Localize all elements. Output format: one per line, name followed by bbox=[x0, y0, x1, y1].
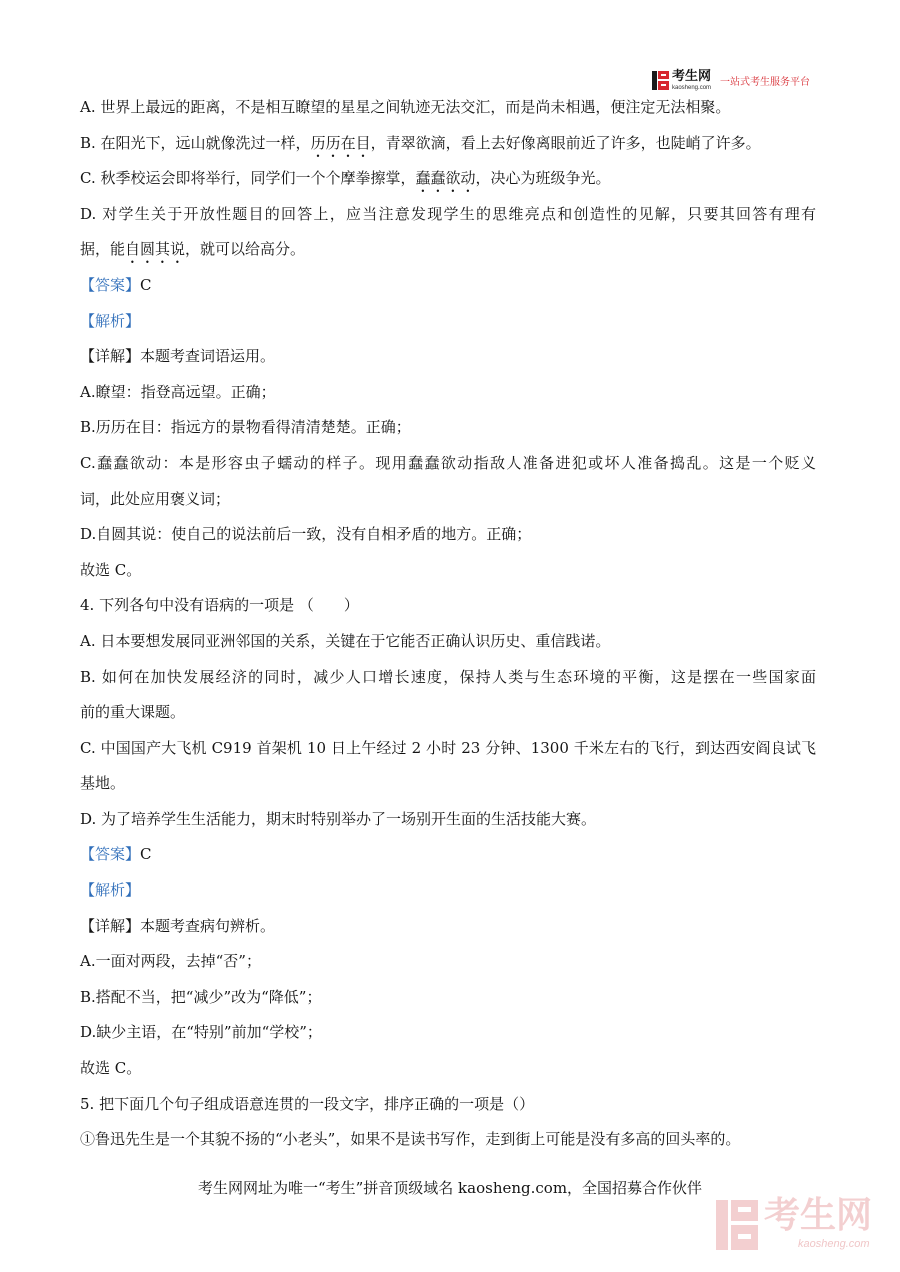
answer-value: C bbox=[140, 845, 152, 864]
option-text: ，就可以给高分。 bbox=[185, 240, 306, 259]
q4-answer bbox=[80, 837, 825, 873]
q4-explanation-line: A.一面对两段，去掉“否”； bbox=[80, 952, 261, 971]
logo-domain: kaosheng.com bbox=[672, 85, 712, 91]
detail-tag: 【详解】 bbox=[80, 347, 141, 366]
detail-tag: 【详解】 bbox=[80, 916, 141, 935]
q4-analysis-heading bbox=[80, 873, 825, 909]
marked-word: 自圆其说 bbox=[125, 240, 186, 259]
q3-explanation-line: C.蠢蠢欲动：本是形容虫子蠕动的样子。现用蠢蠢欲动指敌人准备进犯或坏人准备捣乱。这是一个贬义 bbox=[80, 453, 816, 472]
kaosheng-logo-icon bbox=[652, 71, 669, 90]
q4-explanation-line: D.缺少主语，在“特别”前加“学校”； bbox=[80, 1023, 322, 1042]
q4-conclusion: 故选 C。 bbox=[80, 1059, 142, 1078]
q3-explanation-line: 词，此处应用褒义词； bbox=[80, 489, 231, 508]
q3-conclusion: 故选 C。 bbox=[80, 560, 142, 579]
q4-option-line: B. 如何在加快发展经济的同时，减少人口增长速度，保持人类与生态环境的平衡，这是摆在一些国家面 bbox=[80, 667, 816, 686]
q3-option-d-line2 bbox=[80, 232, 825, 268]
marked-word: 蠢蠢欲动 bbox=[415, 169, 476, 188]
page-footer: 考生网网址为唯一“考生”拼音顶级域名 kaosheng.com，全国招募合作伙伴 bbox=[197, 1179, 703, 1197]
q3-option-d-line1: D. 对学生关于开放性题目的回答上，应当注意发现学生的思维亮点和创造性的见解，只要其回答有理有 bbox=[80, 204, 816, 223]
q3-explanation-line: B.历历在目：指远方的景物看得清清楚楚。正确； bbox=[80, 418, 411, 437]
q4-explanation-line: B.搭配不当，把“减少”改为“降低”； bbox=[80, 987, 322, 1006]
option-text: ，决心为班级争光。 bbox=[475, 169, 611, 188]
document-body bbox=[80, 90, 825, 1158]
option-text: 据，能 bbox=[80, 240, 126, 259]
watermark-domain: kaosheng.com bbox=[798, 1238, 870, 1250]
q4-stem: 4. 下列各句中没有语病的一项是 （ ） bbox=[80, 596, 359, 615]
q3-option-b bbox=[80, 126, 825, 162]
logo-name: 考生网 bbox=[672, 69, 712, 84]
answer-value: C bbox=[140, 275, 152, 294]
q3-option-c bbox=[80, 161, 825, 197]
watermark-logo-icon bbox=[716, 1200, 758, 1250]
marked-word: 历历在目 bbox=[310, 133, 371, 152]
q4-option-line: C. 中国国产大飞机 C919 首架机 10 日上午经过 2 小时 23 分钟、1300 千米左右的飞行，到达西安阎良试飞 bbox=[80, 738, 816, 757]
answer-tag: 【答案】 bbox=[80, 275, 141, 294]
q4-option-line: 前的重大课题。 bbox=[80, 703, 186, 722]
option-text: B. 在阳光下，远山就像洗过一样， bbox=[80, 133, 311, 152]
logo-slogan: 一站式考生服务平台 bbox=[720, 77, 810, 88]
q3-analysis-heading bbox=[80, 304, 825, 340]
q3-explanation-line: A.瞭望：指登高远望。正确； bbox=[80, 382, 276, 401]
option-text: C. 秋季校运会即将举行，同学们一个个摩拳擦掌， bbox=[80, 169, 416, 188]
q3-option-a: A. 世界上最远的距离，不是相互瞭望的星星之间轨迹无法交汇，而是尚未相遇，便注定无法相聚。 bbox=[80, 98, 731, 116]
analysis-tag: 【解析】 bbox=[80, 311, 141, 330]
q4-detail bbox=[80, 909, 825, 945]
watermark-name: 考生网 bbox=[764, 1195, 873, 1236]
q4-option-line: A. 日本要想发展同亚洲邻国的关系，关键在于它能否正确认识历史、重信践诺。 bbox=[80, 631, 611, 650]
analysis-tag: 【解析】 bbox=[80, 881, 141, 900]
q3-detail bbox=[80, 339, 825, 375]
q3-explanation-line: D.自圆其说：使自己的说法前后一致，没有自相矛盾的地方。正确； bbox=[80, 525, 532, 544]
q4-option-line: 基地。 bbox=[80, 774, 126, 793]
q3-answer bbox=[80, 268, 825, 304]
q4-option-line: D. 为了培养学生生活能力，期末时特别举办了一场别开生面的生活技能大赛。 bbox=[80, 809, 597, 828]
detail-text: 本题考查病句辨析。 bbox=[140, 916, 276, 935]
answer-tag: 【答案】 bbox=[80, 845, 141, 864]
q5-sentence: ①鲁迅先生是一个其貌不扬的“小老头”，如果不是读书写作，走到街上可能是没有多高的回头率的。 bbox=[80, 1130, 741, 1149]
watermark-logo bbox=[716, 1196, 886, 1256]
option-text: ，青翠欲滴，看上去好像离眼前近了许多，也陡峭了许多。 bbox=[370, 133, 761, 152]
detail-text: 本题考查词语运用。 bbox=[140, 347, 276, 366]
q5-stem: 5. 把下面几个句子组成语意连贯的一段文字，排序正确的一项是（） bbox=[80, 1094, 535, 1113]
